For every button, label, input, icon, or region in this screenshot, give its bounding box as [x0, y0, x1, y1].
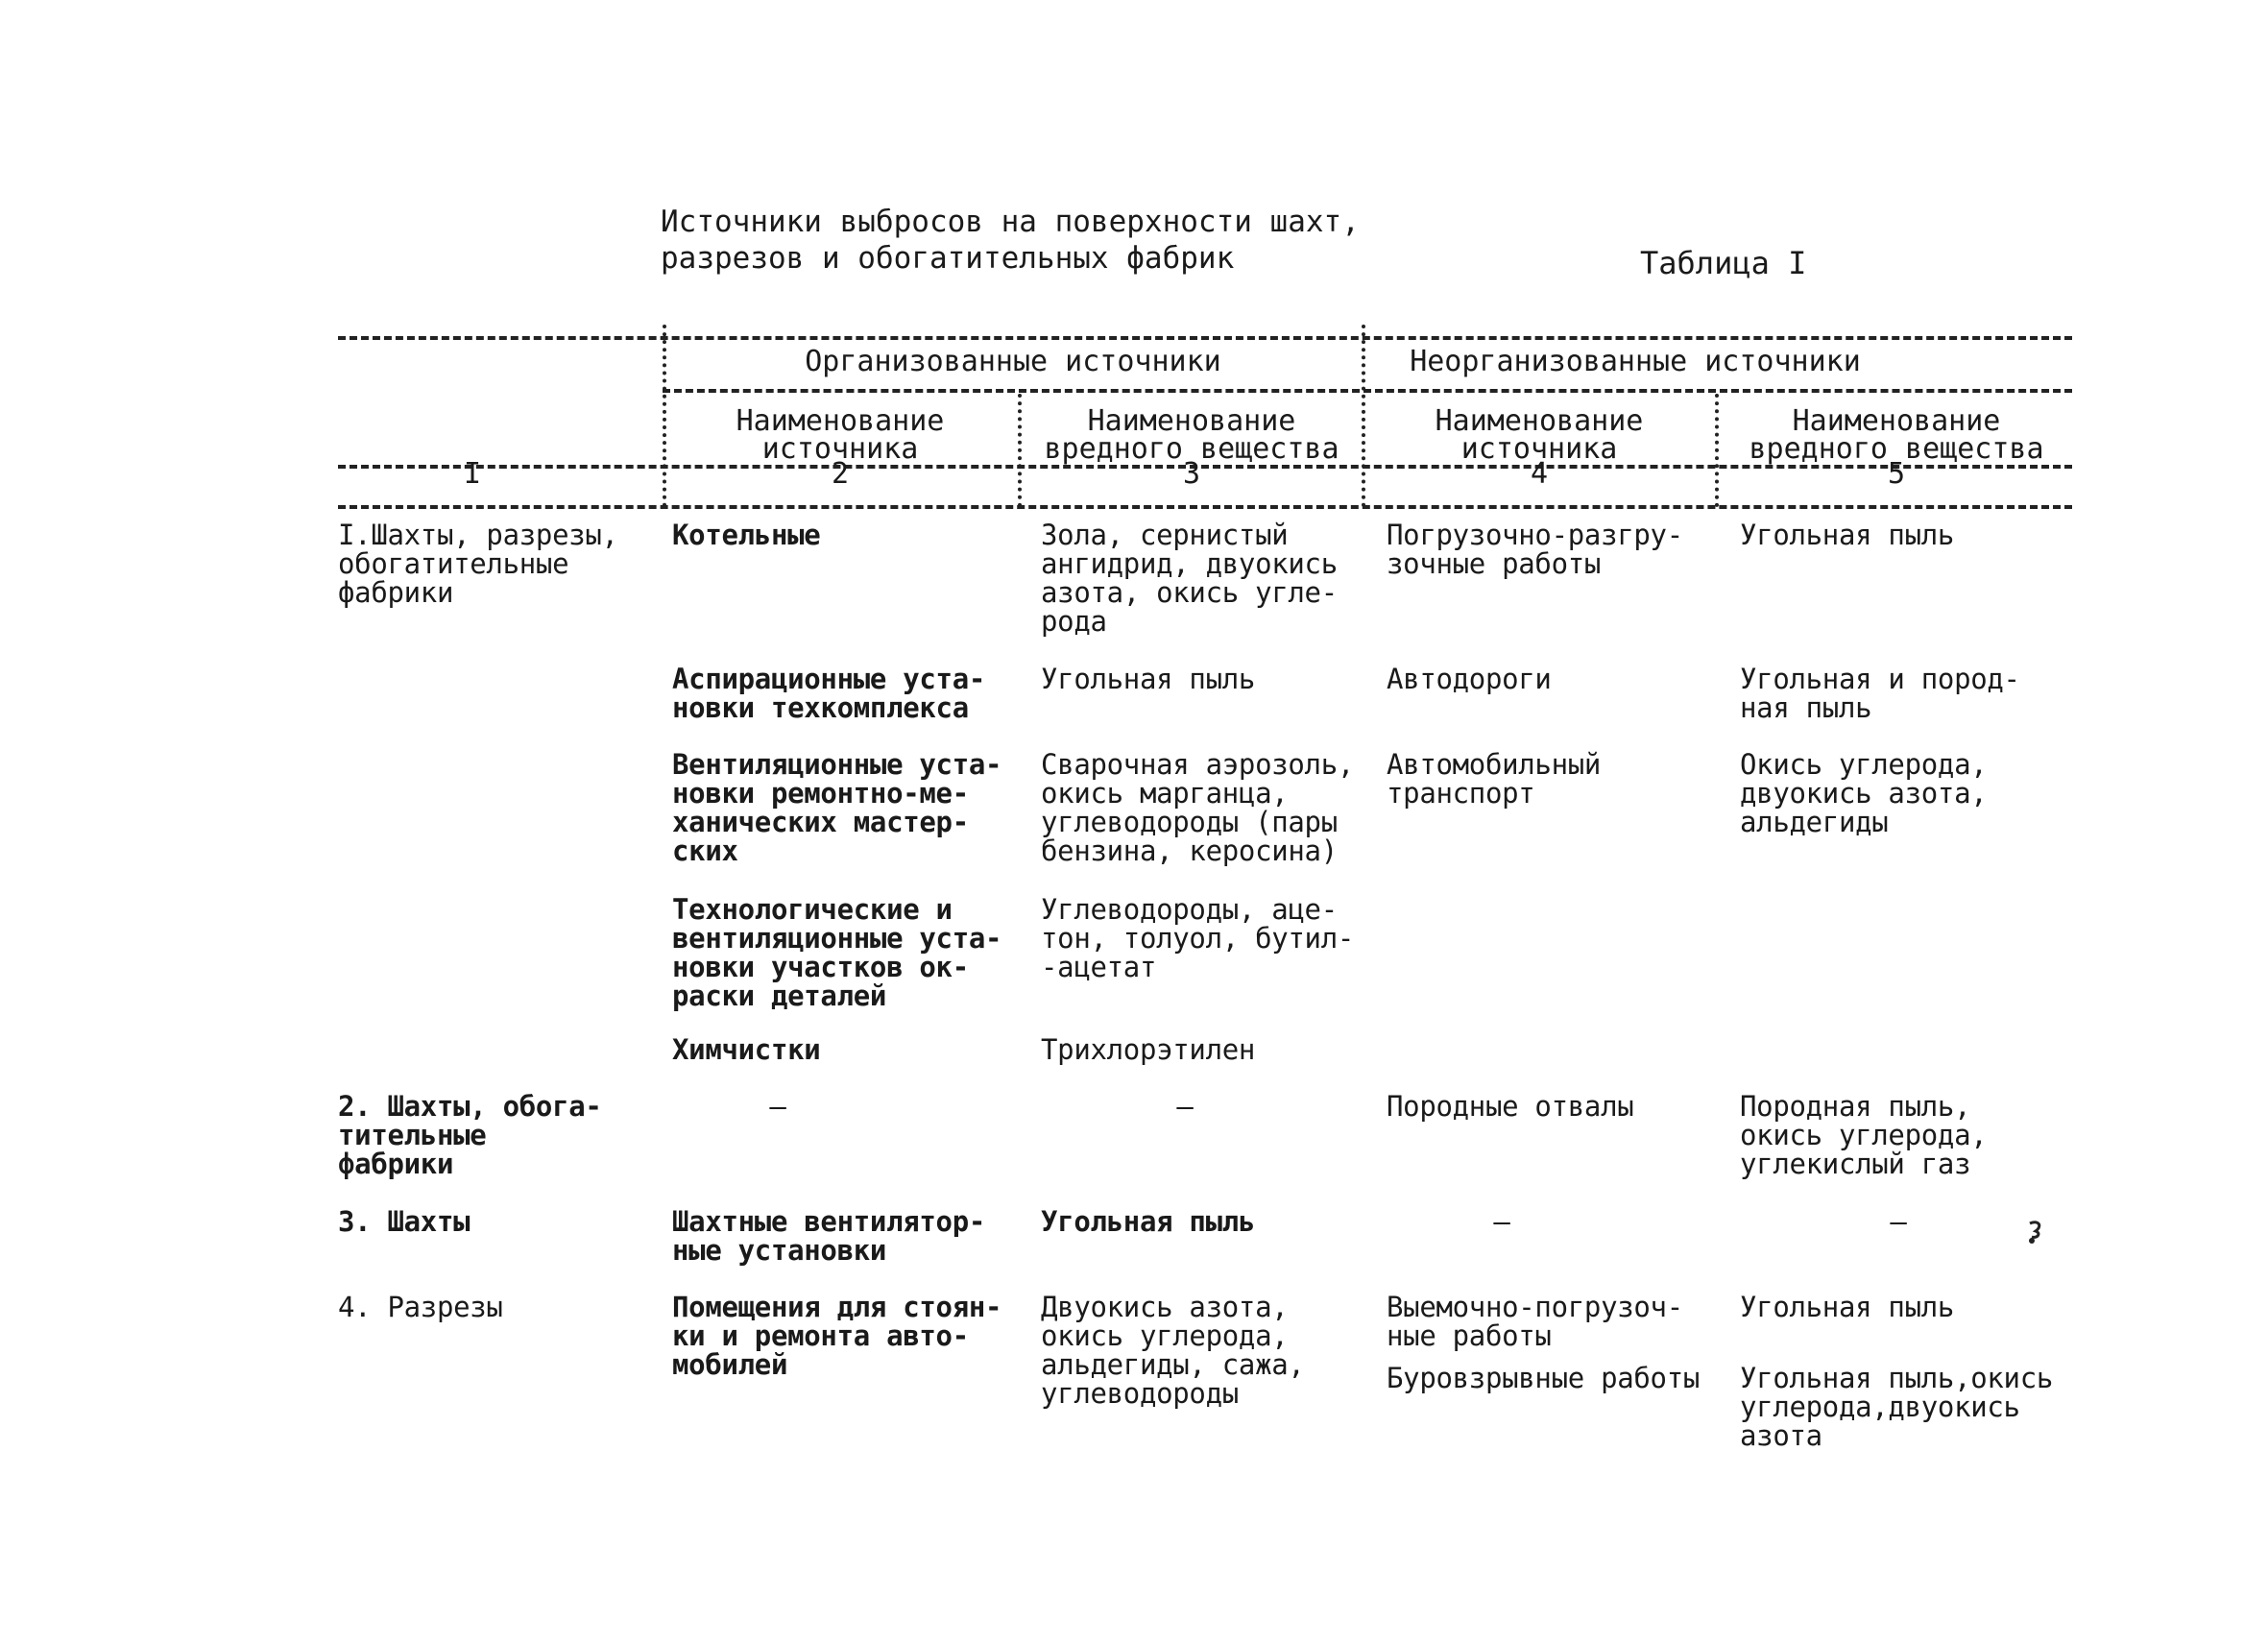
row-2-substance: Угольная пыль — [1041, 663, 1256, 695]
row-1-unorganized-source: Погрузочно-разгру- зочные работы — [1387, 519, 1683, 580]
header-bottom-rule — [338, 505, 2072, 509]
row-5-substance: Трихлорэтилен — [1041, 1033, 1256, 1066]
table-number: Таблица I — [1640, 245, 1807, 281]
column-divider-1 — [663, 325, 666, 507]
column-divider-4 — [1715, 394, 1719, 507]
table-caption: Источники выбросов на поверхности шахт, разрезов и обогатительных фабрик — [661, 205, 1360, 276]
column-divider-3 — [1362, 325, 1365, 507]
row-9-unorganized-substance: Угольная пыль,окись углерода,двуокись азота — [1740, 1362, 2054, 1452]
row-1-group: I.Шахты, разрезы, обогатительные фабрики — [338, 519, 618, 609]
column-title-4: Наименование источника — [1435, 404, 1644, 466]
column-title-3: Наименование вредного вещества — [1044, 404, 1339, 466]
row-3-unorganized-source: Автомобильный транспорт — [1387, 748, 1602, 810]
column-title-2: Наименование источника — [736, 404, 945, 466]
row-8-unorganized-source: Выемочно-погрузоч- ные работы — [1387, 1291, 1683, 1352]
row-7-group: 3. Шахты — [338, 1205, 470, 1238]
row-6-substance: – — [1176, 1090, 1194, 1123]
row-3-source: Вентиляционные уста- новки ремонтно-ме- ханических мастер- ских — [672, 748, 1002, 867]
column-number-2: 2 — [831, 457, 850, 491]
column-number-1: I — [463, 457, 482, 491]
row-9-unorganized-source: Буровзрывные работы — [1387, 1362, 1701, 1394]
row-2-unorganized-substance: Угольная и пород- ная пыль — [1740, 663, 2020, 724]
group-header-organized: Организованные источники — [805, 345, 1221, 378]
row-6-unorganized-substance: Породная пыль, окись углерода, углекислый газ — [1740, 1090, 1988, 1180]
row-7-substance: Угольная пыль — [1041, 1205, 1256, 1238]
row-4-source: Технологические и вентиляционные уста- новки участков ок- раски деталей — [672, 893, 1002, 1012]
row-1-unorganized-substance: Угольная пыль — [1740, 519, 1955, 551]
row-7-unorganized-substance: – — [1890, 1205, 1907, 1238]
row-2-source: Аспирационные уста- новки техкомплекса — [672, 663, 986, 724]
row-2-unorganized-source: Автодороги — [1387, 663, 1552, 695]
row-3-unorganized-substance: Окись углерода, двуокись азота, альдегиды — [1740, 748, 1988, 838]
row-1-substance: Зола, сернистый ангидрид, двуокись азота, окись угле- рода — [1041, 519, 1338, 638]
row-7-source: Шахтные вентилятор- ные установки — [672, 1205, 986, 1267]
row-6-group: 2. Шахты, обога- тительные фабрики — [338, 1090, 602, 1180]
column-number-5: 5 — [1887, 457, 1906, 491]
header-top-rule — [338, 336, 2072, 340]
row-6-source: – — [769, 1090, 786, 1123]
row-8-group: 4. Разрезы — [338, 1291, 503, 1323]
column-number-3: 3 — [1182, 457, 1201, 491]
scan-speck — [2024, 1218, 2053, 1246]
column-number-4: 4 — [1530, 457, 1549, 491]
row-6-unorganized-source: Породные отвалы — [1387, 1090, 1634, 1123]
row-8-source: Помещения для стоян- ки и ремонта авто- мобилей — [672, 1291, 1002, 1381]
column-divider-2 — [1018, 394, 1022, 507]
row-8-unorganized-substance: Угольная пыль — [1740, 1291, 1955, 1323]
column-title-5: Наименование вредного вещества — [1749, 404, 2044, 466]
row-8-substance: Двуокись азота, окись углерода, альдегиды, сажа, углеводороды — [1041, 1291, 1305, 1410]
row-1-source: Котельные — [672, 519, 821, 551]
row-4-substance: Углеводороды, аце- тон, толуол, бутил- -ацетат — [1041, 893, 1355, 983]
row-5-source: Химчистки — [672, 1033, 821, 1066]
row-3-substance: Сварочная аэрозоль, окись марганца, углеводороды (пары бензина, керосина) — [1041, 748, 1355, 867]
group-header-rule — [663, 389, 2072, 393]
row-7-unorganized-source: – — [1493, 1205, 1510, 1238]
group-header-unorganized: Неорганизованные источники — [1410, 345, 1861, 378]
